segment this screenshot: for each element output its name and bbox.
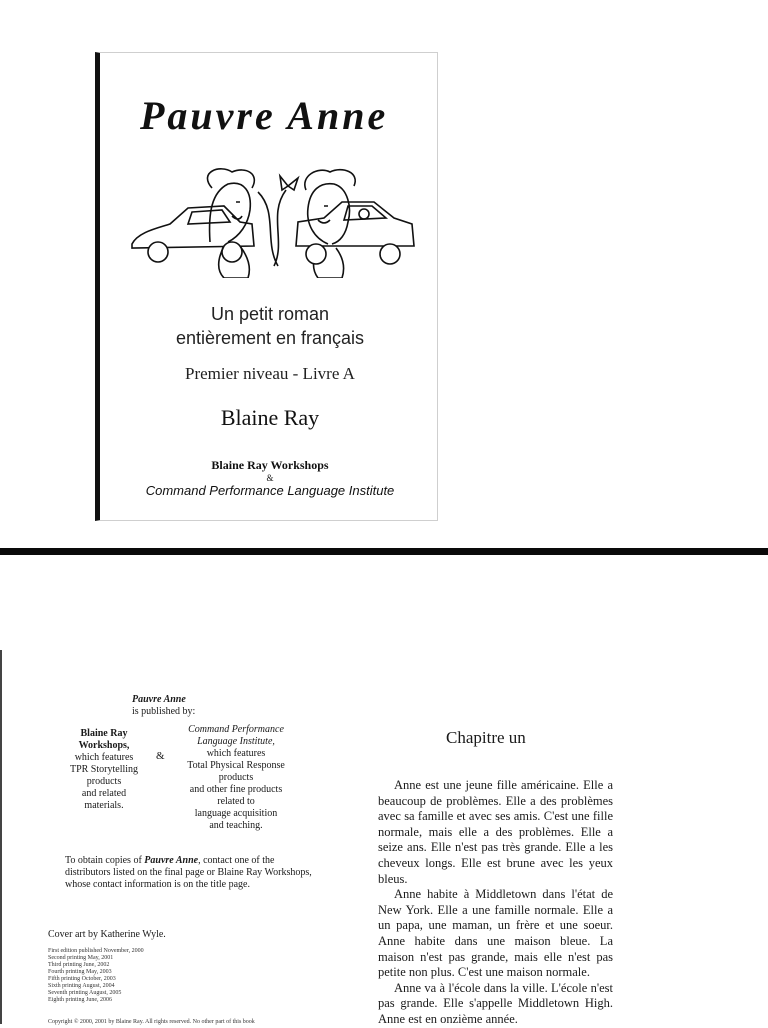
page-edge [0, 650, 2, 1024]
col1-line: products [86, 776, 122, 787]
col2-line: related to [217, 796, 255, 807]
chapter-title: Chapitre un [446, 728, 526, 747]
copyright-notice: Copyright © 2000, 2001 by Blaine Ray. All rights reserved. No other part of this book [48, 1019, 255, 1025]
col1-line: and related [81, 788, 127, 799]
author-name: Blaine Ray [220, 405, 320, 430]
publisher-column-cpli [174, 724, 298, 832]
col1-line: which features [74, 752, 134, 763]
publisher-workshops: Blaine Ray Workshops [211, 458, 329, 472]
book-title: Pauvre Anne [140, 93, 389, 138]
paragraph: Anne habite à Middletown dans l'état de New York. Elle a une famille normale. Elle a un papa, une maman, un frère et une soeur. Anne habite dans une maison bleue. La maison n'est pas grande, mais elle n'est pas petite non plus. C'est une maison normale. [378, 887, 613, 980]
printing-line: Fourth printing May, 2003 [48, 969, 112, 975]
printing-line: Third printing June, 2002 [48, 962, 110, 968]
col1-line: materials. [84, 800, 124, 811]
obtain-post: , contact one of the distributors listed on the final page or Blaine Ray Workshops, whose contact information is on the title page. [65, 855, 312, 890]
col1-line: TPR Storytelling [69, 764, 139, 775]
publisher-cpli: Command Performance Language Institute [145, 483, 395, 498]
obtain-title: Pauvre Anne [144, 855, 199, 866]
scan-separator [0, 548, 768, 555]
col2-italic-line: Language Institute, [197, 736, 275, 747]
printing-line: Sixth printing August, 2004 [48, 983, 115, 989]
col2-line: Total Physical Response [187, 760, 285, 771]
printing-history [48, 948, 144, 1004]
obtain-copies-note [65, 855, 315, 891]
col2-line: products [218, 772, 254, 783]
paragraph: Anne est une jeune fille américaine. Elle a beaucoup de problèmes. Elle a des problèmes avec sa famille et avec ses amis. C'est une fille normale, mais elle a des problèmes. Elle a seize ans. Elle n'est pas très grande. Elle a les cheveux longs. Elle est brune avec les yeux bleus. [378, 778, 613, 886]
col1-bold-line: Blaine Ray [80, 728, 128, 739]
col2-line: and other fine products [189, 784, 283, 795]
col2-line: language acquisition [194, 808, 278, 819]
published-book-title: Pauvre Anne [132, 694, 186, 705]
columns-ampersand: & [156, 750, 165, 762]
obtain-pre: To obtain copies of [65, 855, 145, 866]
col2-line: and teaching. [209, 820, 263, 831]
publisher-ampersand: & [266, 473, 274, 483]
col2-line: which features [206, 748, 266, 759]
cover-art-credit: Cover art by Katherine Wyle. [48, 929, 166, 940]
printing-line: Fifth printing October, 2003 [48, 976, 116, 982]
cover-illustration [128, 162, 418, 278]
subtitle-line-1: Un petit roman [210, 304, 330, 324]
paragraph: Anne va à l'école dans la ville. L'école n'est pas grande. Elle s'appelle Middletown High. Anne est en onzième année. [378, 980, 613, 1026]
cover-subtitle [120, 302, 420, 350]
printing-line: Seventh printing August, 2005 [48, 990, 122, 996]
publisher-column-brw [58, 728, 150, 812]
chapter-body [378, 778, 613, 1028]
level-label: Premier niveau - Livre A [185, 364, 355, 383]
printing-line: Second printing May, 2001 [48, 955, 114, 961]
col1-bold-line: Workshops, [78, 740, 130, 751]
published-by-label: is published by: [132, 706, 196, 717]
printing-line: First edition published November, 2000 [48, 948, 144, 954]
subtitle-line-2: entièrement en français [175, 328, 365, 348]
col2-italic-line: Command Performance [188, 724, 284, 735]
printing-line: Eighth printing June, 2006 [48, 997, 112, 1003]
